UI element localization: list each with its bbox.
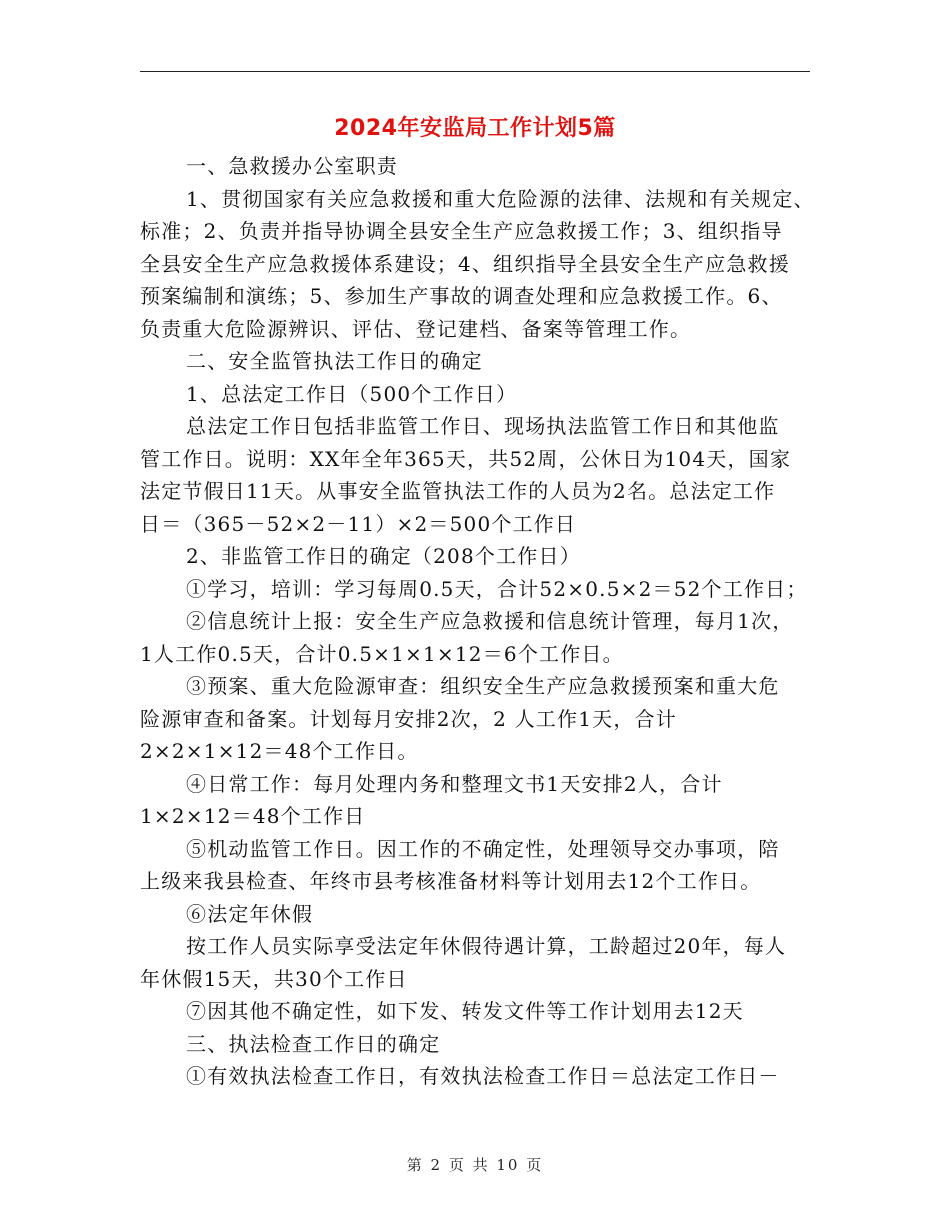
text-line: ④日常工作：每月处理内务和整理文书1天安排2人，合计 [186, 771, 723, 796]
text-line: 1、总法定工作日（500个工作日） [186, 381, 518, 406]
text-line: 年休假15天，共30个工作日 [140, 966, 408, 991]
text-line: 1、贯彻国家有关应急救援和重大危险源的法律、法规和有关规定、 [186, 186, 815, 211]
text-line: 法定节假日11天。从事安全监管执法工作的人员为2名。总法定工作 [140, 479, 776, 503]
text-line: 日＝（365－52×2－11）×2＝500个工作日 [140, 511, 577, 536]
text-line: 三、执法检查工作日的确定 [186, 1031, 441, 1056]
text-line: 1×2×12＝48个工作日 [140, 804, 366, 828]
text-line: 1人工作0.5天，合计0.5×1×1×12＝6个工作日。 [140, 641, 624, 666]
text-line: 二、安全监管执法工作日的确定 [186, 349, 483, 373]
text-line: 全县安全生产应急救援体系建设；4、组织指导全县安全生产应急救援 [140, 251, 790, 276]
text-line: 2、非监管工作日的确定（208个工作日） [186, 544, 581, 568]
text-line: ②信息统计上报：安全生产应急救援和信息统计管理，每月1次， [186, 609, 794, 633]
text-line: 预案编制和演练；5、参加生产事故的调查处理和应急救援工作。6、 [140, 284, 783, 308]
text-line: ①学习，培训：学习每周0.5天，合计52×0.5×2＝52个工作日； [186, 576, 808, 601]
header-rule [140, 71, 810, 72]
text-line: 总法定工作日包括非监管工作日、现场执法监管工作日和其他监 [186, 414, 780, 438]
document-body [140, 150, 820, 1093]
text-line: 负责重大危险源辨识、评估、登记建档、备案等管理工作。 [140, 316, 692, 341]
text-line: ⑤机动监管工作日。因工作的不确定性，处理领导交办事项，陪 [186, 836, 780, 861]
text-line: 险源审查和备案。计划每月安排2次，2 人工作1天，合计 [140, 706, 677, 731]
text-line: 2×2×1×12＝48个工作日。 [140, 739, 419, 763]
document-title: 2024年安监局工作计划5篇 [334, 116, 616, 141]
text-line: ⑥法定年休假 [186, 901, 314, 926]
text-line: ⑦因其他不确定性，如下发、转发文件等工作计划用去12天 [186, 999, 744, 1023]
page-footer: 第 2 页 共 10 页 [406, 1156, 544, 1174]
text-line: 标准；2、负责并指导协调全县安全生产应急救援工作；3、组织指导 [140, 219, 783, 243]
text-line: 按工作人员实际享受法定年休假待遇计算，工龄超过20年，每人 [186, 934, 787, 958]
text-line: ①有效执法检查工作日，有效执法检查工作日＝总法定工作日－ [186, 1064, 780, 1088]
text-line: 一、急救援办公室职责 [186, 154, 398, 178]
text-line: ③预案、重大危险源审查：组织安全生产应急救援预案和重大危 [186, 674, 780, 698]
text-line: 上级来我县检查、年终市县考核准备材料等计划用去12个工作日。 [140, 869, 762, 893]
text-line: 管工作日。说明：XX年全年365天，共52周，公休日为104天，国家 [140, 446, 792, 471]
